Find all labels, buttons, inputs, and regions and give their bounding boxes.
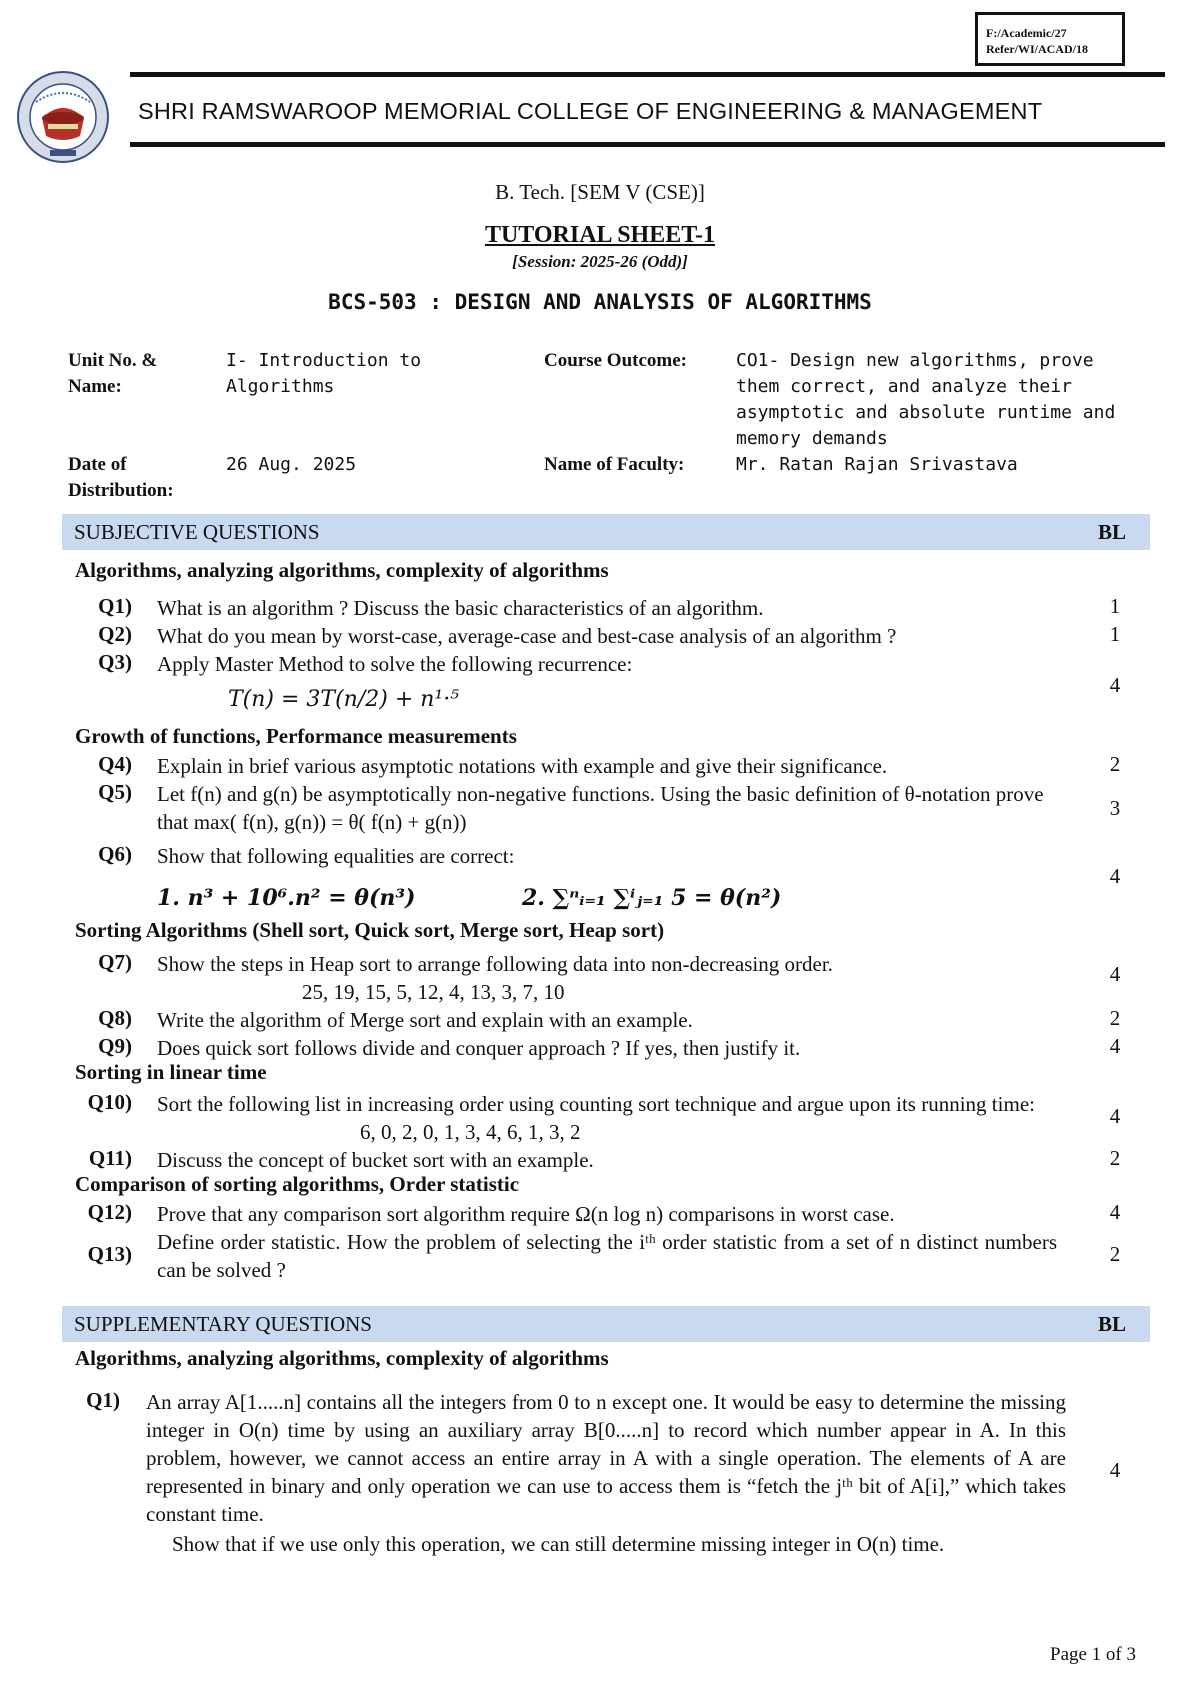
college-logo-icon bbox=[16, 70, 110, 164]
question-text: Prove that any comparison sort algorithm require Ω(n log n) comparisons in worst case. bbox=[157, 1202, 895, 1226]
question-number: Q12) bbox=[87, 1200, 132, 1224]
bl-heading: BL bbox=[1098, 1312, 1127, 1336]
bl-heading: BL bbox=[1098, 520, 1127, 544]
date-label: Date of Distribution: bbox=[68, 454, 174, 501]
subjective-section-bar bbox=[62, 514, 1150, 550]
question-number: Q6) bbox=[98, 842, 132, 866]
question-number: Q8) bbox=[98, 1006, 132, 1030]
unit-label: Unit No. & Name: bbox=[68, 350, 158, 397]
bloom-level: 2 bbox=[1109, 752, 1121, 776]
question-number: Q1) bbox=[86, 1388, 120, 1412]
question-text: What is an algorithm ? Discuss the basic characteristics of an algorithm. bbox=[157, 596, 764, 620]
question-text: Does quick sort follows divide and conquer approach ? If yes, then justify it. bbox=[157, 1036, 801, 1060]
session-line: [Session: 2025-26 (Odd)] bbox=[512, 252, 688, 271]
supplementary-section-bar bbox=[62, 1306, 1150, 1342]
question-text: Let f(n) and g(n) be asymptotically non-negative functions. Using the basic definition of θ-notation prove that max( f(n), g(n)) = θ( f(n) + g(n)) bbox=[157, 782, 1044, 834]
faculty-label: Name of Faculty: bbox=[544, 454, 685, 475]
question-number: Q11) bbox=[88, 1146, 132, 1170]
college-name: SHRI RAMSWAROOP MEMORIAL COLLEGE OF ENGINEERING & MANAGEMENT bbox=[138, 98, 1043, 124]
question-text: Define order statistic. How the problem of selecting the iᵗʰ order statistic from a set of n distinct numbers can be solved ? bbox=[157, 1230, 1057, 1282]
question-number: Q3) bbox=[98, 650, 132, 674]
topic-heading: Algorithms, analyzing algorithms, complexity of algorithms bbox=[75, 1346, 609, 1370]
program-line: B. Tech. [SEM V (CSE)] bbox=[495, 180, 705, 204]
bloom-level: 4 bbox=[1109, 962, 1121, 986]
subjective-heading: SUBJECTIVE QUESTIONS bbox=[74, 520, 320, 544]
counting-sort-data: 6, 0, 2, 0, 1, 3, 4, 6, 1, 3, 2 bbox=[360, 1120, 581, 1144]
question-text: What do you mean by worst-case, average-case and best-case analysis of an algorithm ? bbox=[157, 624, 897, 648]
question-number: Q2) bbox=[98, 622, 132, 646]
bloom-level: 4 bbox=[1109, 864, 1121, 888]
bloom-level: 4 bbox=[1109, 1458, 1121, 1482]
question-text: Apply Master Method to solve the following recurrence: bbox=[157, 652, 633, 676]
question-number: Q7) bbox=[98, 950, 132, 974]
supplementary-heading: SUPPLEMENTARY QUESTIONS bbox=[74, 1312, 372, 1336]
question-text: Show the steps in Heap sort to arrange following data into non-decreasing order. bbox=[157, 952, 833, 976]
recurrence-formula: T(n) = 3T(n/2) + n¹·⁵ bbox=[228, 687, 460, 712]
question-number: Q5) bbox=[98, 780, 132, 804]
heap-sort-data: 25, 19, 15, 5, 12, 4, 13, 3, 7, 10 bbox=[302, 980, 565, 1004]
question-text-continued: Show that if we use only this operation, we can still determine missing integer in O(n) time. bbox=[172, 1532, 945, 1556]
question-number: Q13) bbox=[87, 1242, 132, 1266]
document-reference-box bbox=[975, 12, 1125, 66]
bloom-level: 3 bbox=[1109, 796, 1121, 820]
question-number: Q4) bbox=[98, 752, 132, 776]
question-text: Sort the following list in increasing order using counting sort technique and argue upon its running time: bbox=[157, 1092, 1035, 1116]
header-bottom-rule bbox=[130, 142, 1165, 147]
question-number: Q1) bbox=[98, 594, 132, 618]
bloom-level: 1 bbox=[1109, 622, 1121, 646]
page-number: Page 1 of 3 bbox=[1050, 1644, 1137, 1665]
question-text: Explain in brief various asymptotic notations with example and give their significance. bbox=[157, 754, 888, 778]
bloom-level: 4 bbox=[1109, 1034, 1121, 1058]
equality-two: 2. ∑ⁿᵢ₌₁ ∑ⁱⱼ₌₁ 5 = θ(n²) bbox=[522, 885, 782, 911]
bloom-level: 2 bbox=[1109, 1006, 1121, 1030]
bloom-level: 4 bbox=[1109, 1200, 1121, 1224]
faculty-value: Mr. Ratan Rajan Srivastava bbox=[736, 454, 1018, 475]
question-number: Q10) bbox=[87, 1090, 132, 1114]
header-top-rule bbox=[130, 72, 1165, 77]
outcome-value: CO1- Design new algorithms, prove them correct, and analyze their asymptotic and absolute runtime and memory demands bbox=[736, 350, 1116, 449]
outcome-label: Course Outcome: bbox=[544, 350, 687, 371]
topic-heading: Comparison of sorting algorithms, Order statistic bbox=[75, 1172, 520, 1196]
doc-ref-line2: Refer/WI/ACAD/18 bbox=[986, 42, 1088, 56]
question-text: Show that following equalities are correct: bbox=[157, 844, 515, 868]
course-title: BCS-503 : DESIGN AND ANALYSIS OF ALGORITHMS bbox=[328, 290, 872, 314]
question-text: Write the algorithm of Merge sort and explain with an example. bbox=[157, 1008, 693, 1032]
unit-value: I- Introduction to Algorithms bbox=[226, 350, 422, 397]
question-text: Discuss the concept of bucket sort with an example. bbox=[157, 1148, 594, 1172]
question-number: Q9) bbox=[98, 1034, 132, 1058]
date-value: 26 Aug. 2025 bbox=[226, 454, 357, 475]
bloom-level: 4 bbox=[1109, 1104, 1121, 1128]
bloom-level: 4 bbox=[1109, 673, 1121, 697]
bloom-level: 2 bbox=[1109, 1146, 1121, 1170]
topic-heading: Sorting in linear time bbox=[75, 1060, 267, 1084]
topic-heading: Sorting Algorithms (Shell sort, Quick sort, Merge sort, Heap sort) bbox=[75, 918, 665, 942]
topic-heading: Algorithms, analyzing algorithms, complexity of algorithms bbox=[75, 558, 609, 582]
question-text: An array A[1.....n] contains all the integers from 0 to n except one. It would be easy to determine the missing integer in O(n) time by using an auxiliary array B[0.....n] to record which number appear in A. In this problem, however, we cannot access an entire array in A with a single operation. The elements of A are represented in binary and only operation we can use to access them is “fetch the jᵗʰ bit of A[i],” which takes constant time. bbox=[146, 1390, 1066, 1526]
equality-one: 1. n³ + 10⁶.n² = θ(n³) bbox=[157, 885, 416, 911]
bloom-level: 1 bbox=[1109, 594, 1121, 618]
topic-heading: Growth of functions, Performance measurements bbox=[75, 724, 517, 748]
doc-ref-line1: F:/Academic/27 bbox=[986, 26, 1067, 40]
sheet-title: TUTORIAL SHEET-1 bbox=[484, 222, 716, 248]
bloom-level: 2 bbox=[1109, 1242, 1121, 1266]
